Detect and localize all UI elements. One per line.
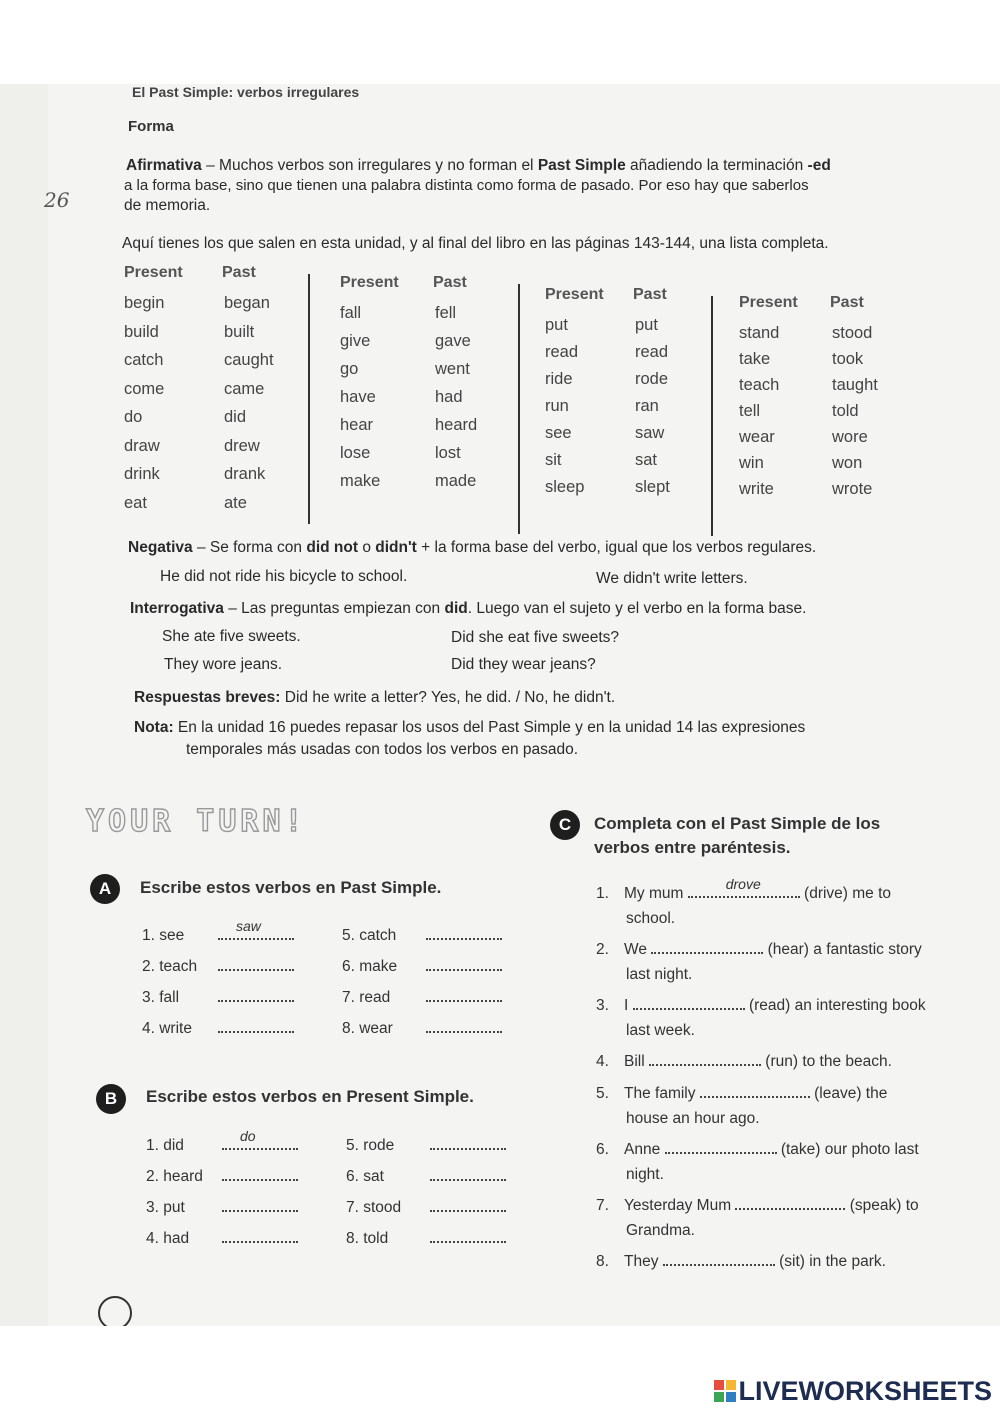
- item-number: 3.: [596, 997, 609, 1014]
- verb-present: give: [340, 332, 371, 350]
- verb-present: sit: [545, 451, 562, 469]
- verb-past: took: [832, 350, 864, 368]
- exercise-a-item: [142, 1017, 294, 1038]
- verb-past: sat: [635, 451, 658, 469]
- negativa-label: Negativa: [128, 539, 193, 556]
- verb-past: made: [435, 472, 477, 490]
- verb-past: did: [224, 408, 247, 426]
- exercise-c-item: [596, 1194, 919, 1215]
- item-label: 4. write: [142, 1020, 192, 1037]
- item-label: 1. did: [146, 1137, 184, 1154]
- liveworksheets-watermark: LIVEWORKSHEETS: [714, 1376, 992, 1407]
- exercise-a-title: Escribe estos verbos en Past Simple.: [140, 878, 442, 897]
- verb-past: stood: [832, 324, 873, 342]
- answer-blank[interactable]: [649, 1050, 761, 1066]
- verb-table-header-past: Past: [830, 294, 864, 311]
- answer-blank[interactable]: [222, 1165, 298, 1181]
- answer-blank[interactable]: [688, 876, 800, 898]
- item-text-before: Bill: [624, 1053, 645, 1070]
- worksheet-photo: [0, 84, 1000, 1326]
- item-text-before: My mum: [624, 885, 684, 902]
- nota-line2: temporales más usadas con todos los verbos en pasado.: [186, 741, 579, 758]
- answer-blank[interactable]: [218, 955, 294, 971]
- respuestas-breves: Respuestas breves: Did he write a letter? Yes, he did. / No, he didn't.: [134, 689, 616, 706]
- item-text-after: (sit) in the park.: [779, 1253, 886, 1270]
- answer-blank[interactable]: [700, 1082, 810, 1098]
- verb-past: taught: [832, 376, 878, 394]
- interrogativa-example-2a: They wore jeans.: [164, 656, 283, 673]
- item-text-after: (take) our photo last: [780, 1141, 919, 1158]
- item-label: 3. fall: [142, 989, 180, 1006]
- item-text-after: (run) to the beach.: [765, 1053, 892, 1070]
- item-text-after: (hear) a fantastic story: [767, 941, 922, 958]
- verb-past: told: [832, 402, 859, 420]
- verb-past: read: [635, 343, 669, 361]
- exercise-c-item: [596, 938, 922, 959]
- verb-present: come: [124, 379, 165, 398]
- exercise-c-title-1: Completa con el Past Simple de los: [594, 814, 881, 833]
- answer-blank[interactable]: [651, 938, 763, 954]
- answer-blank[interactable]: [426, 1017, 502, 1033]
- exercise-a-item: [142, 986, 294, 1007]
- answer-blank[interactable]: [222, 1227, 298, 1243]
- exercise-c-item: [596, 876, 892, 903]
- your-turn-heading: YOUR TURN!: [86, 804, 307, 839]
- verb-past: heard: [435, 416, 478, 434]
- verb-table-header-present: Present: [545, 286, 604, 303]
- verb-table-header-past: Past: [633, 286, 667, 303]
- page-corner-circle: [98, 1296, 132, 1326]
- verb-past: gave: [435, 332, 471, 350]
- verb-present: hear: [340, 416, 374, 434]
- verb-table-divider: [518, 284, 520, 534]
- item-number: 2.: [596, 941, 609, 958]
- exercise-c-badge: C: [550, 810, 580, 840]
- exercise-c-item: [596, 1050, 892, 1071]
- verb-present: sleep: [545, 478, 585, 496]
- verb-present: make: [340, 472, 381, 490]
- answer-text: do: [240, 1128, 256, 1144]
- verb-past: slept: [635, 478, 670, 496]
- verb-past: won: [832, 454, 863, 472]
- verb-past: wrote: [832, 480, 873, 498]
- answer-blank[interactable]: [426, 924, 502, 940]
- item-number: 4.: [596, 1053, 609, 1070]
- exercise-b-item: [146, 1196, 298, 1217]
- page-number: 26: [44, 188, 70, 212]
- verb-past: ran: [635, 397, 659, 415]
- verb-past: saw: [635, 424, 665, 442]
- item-text-before: They: [624, 1253, 659, 1270]
- answer-blank[interactable]: [663, 1250, 775, 1266]
- item-number: 1.: [596, 885, 609, 902]
- exercise-b-item: [146, 1227, 298, 1248]
- item-label: 5. catch: [342, 927, 397, 944]
- answer-blank[interactable]: [735, 1194, 845, 1210]
- verb-past: ate: [224, 493, 247, 512]
- verb-table-header-present: Present: [124, 264, 183, 281]
- verb-past: fell: [435, 304, 457, 322]
- item-label: 8. told: [346, 1230, 389, 1247]
- item-text-after: (drive) me to: [804, 885, 892, 902]
- verb-present: see: [545, 424, 572, 442]
- verb-present: lose: [340, 444, 371, 462]
- item-label: 3. put: [146, 1199, 185, 1216]
- verb-present: tell: [739, 402, 761, 420]
- answer-blank[interactable]: [426, 986, 502, 1002]
- verb-present: teach: [739, 376, 780, 394]
- verb-present: win: [739, 454, 764, 472]
- verb-table-divider: [711, 296, 713, 536]
- verb-present: read: [545, 343, 579, 361]
- exercise-a-badge: A: [90, 874, 120, 904]
- verb-present: build: [124, 322, 159, 341]
- verb-present: have: [340, 388, 376, 406]
- item-label: 1. see: [142, 927, 185, 944]
- verb-present: drink: [124, 465, 160, 483]
- negativa-example-2: We didn't write letters.: [596, 570, 748, 587]
- item-label: 4. had: [146, 1230, 190, 1247]
- exercise-b-title: Escribe estos verbos en Present Simple.: [146, 1087, 474, 1106]
- verb-present: wear: [739, 428, 775, 446]
- verb-past: put: [635, 316, 658, 334]
- interrogativa-example-2b: Did they wear jeans?: [451, 656, 596, 673]
- answer-blank[interactable]: [430, 1196, 506, 1212]
- exercise-b-badge: B: [96, 1084, 126, 1114]
- verb-present: take: [739, 350, 771, 368]
- verb-past: came: [224, 379, 265, 398]
- exercise-a-item: [342, 1017, 502, 1038]
- nota-label: Nota:: [134, 719, 174, 736]
- item-label: 2. heard: [146, 1168, 203, 1185]
- exercise-c-item: [596, 1082, 887, 1103]
- item-text-before: I: [624, 997, 629, 1014]
- verb-past: rode: [635, 370, 669, 388]
- verb-table-header-present: Present: [340, 274, 399, 291]
- exercise-c-continuation: house an hour ago.: [626, 1110, 760, 1127]
- page-header: El Past Simple: verbos irregulares: [132, 84, 360, 100]
- answer-blank[interactable]: [430, 1227, 506, 1243]
- exercise-c-continuation: last week.: [626, 1022, 695, 1039]
- item-number: 8.: [596, 1253, 609, 1270]
- answer-blank[interactable]: [218, 986, 294, 1002]
- exercise-b-item: [346, 1196, 506, 1217]
- verb-past: drew: [224, 436, 260, 455]
- item-label: 8. wear: [342, 1020, 393, 1037]
- verb-past: wore: [832, 428, 868, 446]
- answer-blank[interactable]: [218, 1017, 294, 1033]
- item-label: 6. make: [342, 958, 398, 975]
- answer-text: drove: [725, 876, 761, 892]
- answer-blank[interactable]: [218, 918, 294, 940]
- interrogativa-example-1b: Did she eat five sweets?: [451, 629, 620, 646]
- verb-list-intro: Aquí tienes los que salen en esta unidad, y al final del libro en las páginas 143-144, una lista completa.: [122, 235, 829, 252]
- item-text-after: (read) an interesting book: [748, 997, 926, 1014]
- verb-present: eat: [124, 493, 147, 512]
- answer-blank[interactable]: [430, 1134, 506, 1150]
- exercise-a-item: [342, 924, 502, 945]
- verb-table-divider: [308, 274, 310, 524]
- interrogativa-label: Interrogativa: [130, 600, 224, 617]
- answer-blank[interactable]: [633, 994, 745, 1010]
- afirmativa-label: Afirmativa: [126, 157, 202, 174]
- item-text-before: Yesterday Mum: [624, 1197, 732, 1214]
- item-label: 5. rode: [346, 1137, 395, 1154]
- afirmativa-line2: a la forma base, sino que tienen una palabra distinta como forma de pasado. Por eso hay que saberlos: [124, 177, 809, 194]
- verb-past: built: [224, 322, 255, 341]
- exercise-c-continuation: school.: [626, 910, 676, 927]
- exercise-c-item: [596, 1250, 886, 1271]
- exercise-a-item: [342, 955, 502, 976]
- item-text-before: The family: [624, 1085, 696, 1102]
- verb-present: catch: [124, 351, 164, 369]
- nota-line1: Nota: En la unidad 16 puedes repasar los usos del Past Simple y en la unidad 14 las expresiones: [134, 719, 806, 736]
- verb-past: had: [435, 388, 463, 406]
- liveworksheets-logo-icon: [714, 1378, 736, 1400]
- section-heading: Forma: [128, 118, 174, 135]
- exercise-b-item: [346, 1134, 506, 1155]
- answer-text: saw: [236, 918, 261, 934]
- exercise-a-item: [142, 918, 294, 945]
- verb-past: caught: [224, 351, 274, 369]
- answer-blank[interactable]: [426, 955, 502, 971]
- verb-past: drank: [224, 465, 266, 483]
- respuestas-label: Respuestas breves:: [134, 689, 281, 706]
- verb-present: run: [545, 397, 569, 415]
- verb-present: ride: [545, 370, 573, 388]
- verb-present: write: [739, 480, 774, 498]
- item-number: 7.: [596, 1197, 609, 1214]
- exercise-c-item: [596, 994, 926, 1015]
- exercise-c-continuation: night.: [626, 1166, 664, 1183]
- verb-present: do: [124, 408, 143, 426]
- answer-blank[interactable]: [222, 1196, 298, 1212]
- verb-present: stand: [739, 324, 780, 342]
- afirmativa-line3: de memoria.: [124, 197, 211, 214]
- verb-table-header-present: Present: [739, 294, 798, 311]
- exercise-c-continuation: last night.: [626, 966, 693, 983]
- verb-present: fall: [340, 304, 362, 322]
- answer-blank[interactable]: [665, 1138, 777, 1154]
- item-text-after: (leave) the: [814, 1085, 888, 1102]
- exercise-b-item: [346, 1165, 506, 1186]
- afirmativa-line1: Afirmativa – Muchos verbos son irregulares y no forman el Past Simple añadiendo la terminación -ed: [126, 157, 831, 174]
- item-number: 6.: [596, 1141, 609, 1158]
- negativa-rule: Negativa – Se forma con did not o didn't + la forma base del verbo, igual que los verbos regulares.: [128, 539, 817, 556]
- item-text-before: Anne: [624, 1141, 661, 1158]
- verb-present: draw: [124, 436, 160, 455]
- exercise-b-item: [146, 1128, 298, 1155]
- item-label: 6. sat: [346, 1168, 384, 1185]
- verb-present: go: [340, 360, 359, 378]
- item-label: 7. read: [342, 989, 391, 1006]
- negativa-example-1: He did not ride his bicycle to school.: [160, 568, 408, 585]
- exercise-a-item: [342, 986, 502, 1007]
- verb-table-header-past: Past: [433, 274, 467, 291]
- item-number: 5.: [596, 1085, 609, 1102]
- exercise-c-item: [596, 1138, 919, 1159]
- exercise-c-title-2: verbos entre paréntesis.: [594, 838, 791, 857]
- answer-blank[interactable]: [222, 1128, 298, 1150]
- item-label: 2. teach: [142, 958, 198, 975]
- answer-blank[interactable]: [430, 1165, 506, 1181]
- exercise-b-item: [146, 1165, 298, 1186]
- exercise-b-item: [346, 1227, 506, 1248]
- item-text-before: We: [624, 941, 647, 958]
- interrogativa-rule: Interrogativa – Las preguntas empiezan con did. Luego van el sujeto y el verbo en la forma base.: [130, 600, 807, 617]
- item-text-after: (speak) to: [849, 1197, 919, 1214]
- exercise-a-item: [142, 955, 294, 976]
- verb-present: begin: [124, 294, 165, 312]
- verb-past: went: [435, 360, 470, 378]
- item-label: 7. stood: [346, 1199, 402, 1216]
- verb-table-header-past: Past: [222, 264, 256, 281]
- exercise-c-continuation: Grandma.: [626, 1222, 695, 1239]
- verb-past: lost: [435, 444, 461, 462]
- interrogativa-example-1a: She ate five sweets.: [162, 628, 301, 645]
- verb-past: began: [224, 294, 270, 312]
- verb-present: put: [545, 316, 568, 334]
